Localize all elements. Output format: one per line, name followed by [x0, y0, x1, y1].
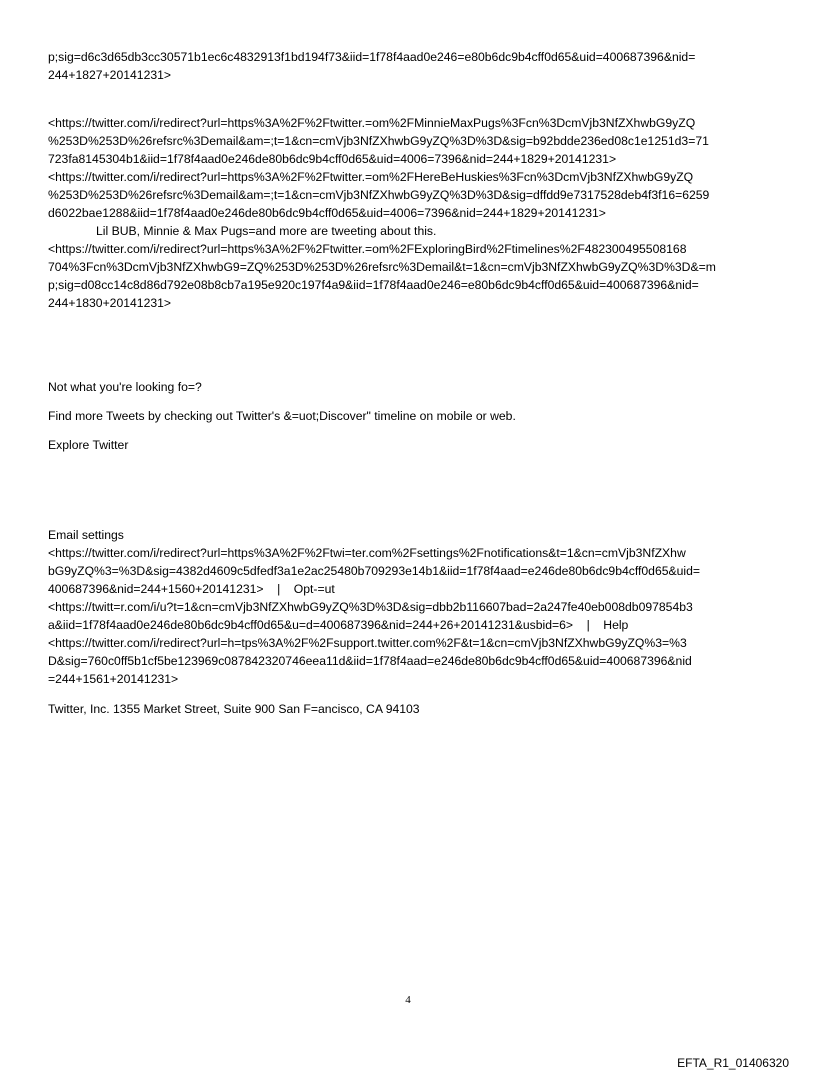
opt-out-line: 400687396&nid=244+1560+20141231> | Opt-=ut	[48, 582, 335, 596]
block-2	[48, 114, 770, 312]
text-line: =244+1561+20141231>	[48, 672, 179, 686]
text-line: <https://twitter.com/i/redirect?url=https%3A%2F%2Ftwitter.=om%2FMinnieMaxPugs%3Fcn%3DcmVjb3NfZXhwbG9yZQ	[48, 116, 696, 130]
find-more-text: Find more Tweets by checking out Twitter's &=uot;Discover" timeline on mobile or web.	[48, 409, 516, 423]
text-line: D&sig=760c0ff5b1cf5be123969c087842320746eea11d&iid=1f78f4aad=e246de80b6dc9b4cff0d65&uid=400687396&nid	[48, 654, 692, 668]
page-number: 4	[405, 994, 411, 1006]
text-line: 244+1830+20141231>	[48, 296, 172, 310]
document-body	[48, 48, 770, 718]
text-line: %253D%253D%26refsrc%3Demail&am=;t=1&cn=cmVjb3NfZXhwbG9yZQ%3D%3D&sig=dffdd9e7317528deb4f3f16=6259	[48, 188, 710, 202]
discover-section	[48, 378, 770, 454]
company-address: Twitter, Inc. 1355 Market Street, Suite 900 San F=ancisco, CA 94103	[48, 702, 420, 716]
text-line: 244+1827+20141231>	[48, 68, 172, 82]
text-line: <https://twitt=r.com/i/u?t=1&cn=cmVjb3NfZXhwbG9yZQ%3D%3D&sig=dbb2b116607bad=2a247fe40eb008db097854b3	[48, 600, 693, 614]
text-line: 723fa8145304b1&iid=1f78f4aad0e246de80b6dc9b4cff0d65&uid=4006=7396&nid=244+1829+20141231>	[48, 152, 617, 166]
footer-links	[48, 526, 770, 688]
text-line: d6022bae1288&iid=1f78f4aad0e246de80b6dc9b4cff0d65&uid=4006=7396&nid=244+1829+20141231>	[48, 206, 606, 220]
tweeting-about-text: Lil BUB, Minnie & Max Pugs=and more are tweeting about this.	[96, 224, 437, 238]
text-line: <https://twitter.com/i/redirect?url=https%3A%2F%2Ftwitter.=om%2FHereBeHuskies%3Fcn%3DcmVjb3NfZXhwbG9yZQ	[48, 170, 694, 184]
block-1	[48, 48, 770, 84]
text-line: p;sig=d08cc14c8d86d792e08b8cb7a195e920c197f4a9&iid=1f78f4aad0e246=e80b6dc9b4cff0d65&uid=400687396&nid=	[48, 278, 699, 292]
not-looking-text: Not what you're looking fo=?	[48, 380, 202, 394]
text-line: bG9yZQ%3=%3D&sig=4382d4609c5dfedf3a1e2ac25480b709293e14b1&iid=1f78f4aad=e246de80b6dc9b4cff0d65&uid=	[48, 564, 701, 578]
email-settings-link[interactable]: Email settings	[48, 528, 124, 542]
text-line: <https://twitter.com/i/redirect?url=h=tps%3A%2F%2Fsupport.twitter.com%2F&t=1&cn=cmVjb3NfZXhwbG9yZQ%3=%3	[48, 636, 687, 650]
text-line: p;sig=d6c3d65db3cc30571b1ec6c4832913f1bd194f73&iid=1f78f4aad0e246=e80b6dc9b4cff0d65&uid=400687396&nid=	[48, 50, 696, 64]
text-line: 704%3Fcn%3DcmVjb3NfZXhwbG9=ZQ%253D%253D%26refsrc%3Demail&t=1&cn=cmVjb3NfZXhwbG9yZQ%3D%3D&=m	[48, 260, 716, 274]
help-line: a&iid=1f78f4aad0e246de80b6dc9b4cff0d65&u=d=400687396&nid=244+26+20141231&usbid=6> | Help	[48, 618, 629, 632]
explore-twitter-link[interactable]: Explore Twitter	[48, 438, 129, 452]
bates-number: EFTA_R1_01406320	[677, 1056, 789, 1070]
text-line: <https://twitter.com/i/redirect?url=https%3A%2F%2Ftwi=ter.com%2Fsettings%2Fnotifications&t=1&cn=cmVjb3NfZXhw	[48, 546, 686, 560]
text-line: %253D%253D%26refsrc%3Demail&am=;t=1&cn=cmVjb3NfZXhwbG9yZQ%3D%3D&sig=b92bdde236ed08c1e1251d3=71	[48, 134, 709, 148]
text-line: <https://twitter.com/i/redirect?url=https%3A%2F%2Ftwitter.=om%2FExploringBird%2Ftimelines%2F482300495508168	[48, 242, 687, 256]
